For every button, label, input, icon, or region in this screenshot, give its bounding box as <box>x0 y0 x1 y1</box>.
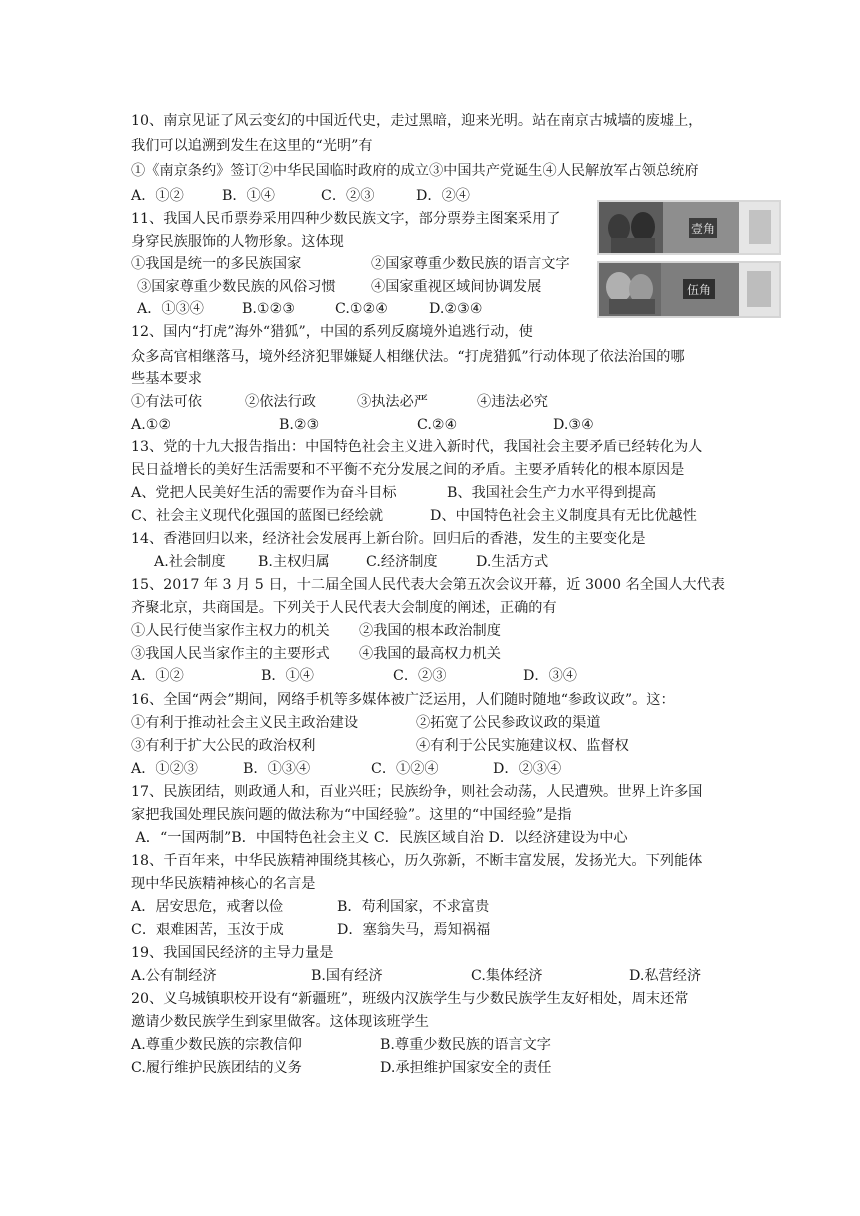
q12-option-c: C.②④ <box>417 417 458 433</box>
q15-option-d: D．③④ <box>523 668 577 684</box>
q14-option-d: D.生活方式 <box>476 554 549 570</box>
q16-item-2: ②拓宽了公民参政议政的渠道 <box>416 715 601 731</box>
q18-option-a: A．居安思危，戒奢以俭 <box>131 899 284 915</box>
banknote-label-one: 壹角 <box>690 222 716 236</box>
q15-stem-line-1: 15、2017 年 3 月 5 日，十二届全国人民代表大会第五次会议开幕，近 3000 名全国人大代表 <box>131 577 725 593</box>
banknote-label-five: 伍角 <box>686 283 712 297</box>
q14-option-b: B.主权归属 <box>258 554 330 570</box>
q20-option-d: D.承担维护国家安全的责任 <box>380 1060 552 1076</box>
q13-options-row-1 <box>131 483 721 503</box>
q16-option-c: C．①②④ <box>371 761 439 777</box>
q16-item-3: ③有利于扩大公民的政治权利 <box>131 738 316 754</box>
q15-option-a: A．①② <box>131 668 184 684</box>
q10-options <box>131 186 591 206</box>
q16-option-d: D．②③④ <box>493 761 562 777</box>
q16-item-1: ①有利于推动社会主义民主政治建设 <box>131 715 359 731</box>
q12-stem-line-1: 12、国内“打虎”海外“猎狐”，中国的系列反腐境外追逃行动，使 <box>131 324 533 340</box>
q18-stem-line-2: 现中华民族精神核心的名言是 <box>131 876 316 892</box>
q20-stem-line-2: 邀请少数民族学生到家里做客。这体现该班学生 <box>131 1014 429 1030</box>
q19-option-a: A.公有制经济 <box>131 968 217 984</box>
q10-option-c: C．②③ <box>321 188 375 204</box>
q11-stem-line-2: 身穿民族服饰的人物形象。这体现 <box>131 234 344 250</box>
q12-item-1: ①有法可依 <box>131 394 202 410</box>
q17-stem-line-1: 17、民族团结，则政通人和，百业兴旺；民族纷争，则社会动荡，人民遭殃。世界上许多国 <box>131 784 703 800</box>
q12-item-2: ②依法行政 <box>245 394 316 410</box>
q11-item-1: ①我国是统一的多民族国家 <box>131 256 302 272</box>
q18-option-c: C．艰难困苦，玉汝于成 <box>131 922 284 938</box>
q13-option-c: C、社会主义现代化强国的蓝图已经绘就 <box>131 508 384 524</box>
q16-option-b: B．①③④ <box>243 761 311 777</box>
q12-stem-line-2: 众多高官相继落马，境外经济犯罪嫌疑人相继伏法。“打虎猎狐”行动体现了依法治国的哪 <box>131 349 685 365</box>
q11-option-b: B.①②③ <box>242 301 296 317</box>
q12-option-a: A.①② <box>131 417 172 433</box>
q11-item-2: ②国家尊重少数民族的语言文字 <box>371 256 570 272</box>
q19-option-d: D.私营经济 <box>629 968 702 984</box>
q15-item-3: ③我国人民当家作主的主要形式 <box>131 646 330 662</box>
q11-option-d: D.②③④ <box>429 301 483 317</box>
q19-option-b: B.国有经济 <box>311 968 383 984</box>
q13-option-b: B、我国社会生产力水平得到提高 <box>447 485 657 501</box>
banknote-one-jiao <box>597 200 781 255</box>
q15-stem-line-2: 齐聚北京，共商国是。下列关于人民代表大会制度的阐述，正确的有 <box>131 600 557 616</box>
q16-item-4: ④有利于公民实施建议权、监督权 <box>416 738 629 754</box>
q15-item-4: ④我国的最高权力机关 <box>359 646 501 662</box>
q12-option-d: D.③④ <box>553 417 594 433</box>
q15-options <box>131 666 591 686</box>
q13-options-row-2 <box>131 506 721 526</box>
q19-stem: 19、我国国民经济的主导力量是 <box>131 945 334 961</box>
q10-stem-line-1: 10、南京见证了风云变幻的中国近代史，走过黑暗，迎来光明。站在南京古城墙的废墟上， <box>131 113 703 129</box>
q20-options-row-2 <box>131 1058 691 1078</box>
q11-option-a: A．①③④ <box>137 301 204 317</box>
q11-item-3: ③国家尊重少数民族的风俗习惯 <box>137 279 336 295</box>
q15-items-row-1 <box>131 621 591 641</box>
q12-options <box>131 415 594 435</box>
q10-stem-line-2: 我们可以追溯到发生在这里的“光明”有 <box>131 138 373 154</box>
q16-option-a: A．①②③ <box>131 761 198 777</box>
q17-stem-line-2: 家把我国处理民族问题的做法称为“中国经验”。这里的“中国经验”是指 <box>131 807 572 823</box>
q16-stem: 16、全国“两会”期间，网络手机等多媒体被广泛运用，人们随时随地“参政议政”。这： <box>131 692 675 708</box>
q20-option-c: C.履行维护民族团结的义务 <box>131 1060 302 1076</box>
q13-option-d: D、中国特色社会主义制度具有无比优越性 <box>430 508 697 524</box>
q11-items-row-1 <box>131 254 601 274</box>
q13-stem-line-1: 13、党的十九大报告指出：中国特色社会主义进入新时代，我国社会主要矛盾已经转化为人 <box>131 439 703 455</box>
q15-item-1: ①人民行使当家作主权力的机关 <box>131 623 330 639</box>
q15-option-b: B．①④ <box>261 668 314 684</box>
q11-item-4: ④国家重视区域间协调发展 <box>371 279 542 295</box>
q18-options-row-1 <box>131 897 591 917</box>
banknote-five-jiao <box>597 261 781 318</box>
q14-options <box>154 552 614 572</box>
q12-stem-line-3: 些基本要求 <box>131 371 202 387</box>
q12-item-3: ③执法必严 <box>357 394 428 410</box>
q13-stem-line-2: 民日益增长的美好生活需要和不平衡不充分发展之间的矛盾。主要矛盾转化的根本原因是 <box>131 462 685 478</box>
q16-items-row-1 <box>131 713 691 733</box>
q14-option-c: C.经济制度 <box>366 554 438 570</box>
q20-options-row-1 <box>131 1035 691 1055</box>
q13-option-a: A、党把人民美好生活的需要作为奋斗目标 <box>131 485 397 501</box>
q12-item-4: ④违法必究 <box>477 394 548 410</box>
q12-items <box>131 392 591 412</box>
q18-stem-line-1: 18、千百年来，中华民族精神围绕其核心，历久弥新，不断丰富发展，发扬光大。下列能体 <box>131 853 703 869</box>
q20-stem-line-1: 20、义乌城镇职校开设有“新疆班”，班级内汉族学生与少数民族学生友好相处，周末还常 <box>131 991 689 1007</box>
q16-items-row-2 <box>131 736 691 756</box>
q12-option-b: B.②③ <box>279 417 320 433</box>
q19-option-c: C.集体经济 <box>471 968 543 984</box>
q15-items-row-2 <box>131 644 591 664</box>
q15-item-2: ②我国的根本政治制度 <box>359 623 501 639</box>
q18-option-d: D．塞翁失马，焉知祸福 <box>337 922 491 938</box>
q18-options-row-2 <box>131 920 591 940</box>
q20-option-b: B.尊重少数民族的语言文字 <box>380 1037 551 1053</box>
q20-option-a: A.尊重少数民族的宗教信仰 <box>131 1037 302 1053</box>
q17-options: A．“一国两制”B．中国特色社会主义 C．民族区域自治 D．以经济建设为中心 <box>131 830 628 846</box>
q10-option-a: A．①② <box>131 188 184 204</box>
q15-option-c: C．②③ <box>393 668 447 684</box>
q10-option-d: D．②④ <box>416 188 470 204</box>
q11-options <box>137 299 597 319</box>
q11-items-row-2 <box>137 277 597 297</box>
q14-stem: 14、香港回归以来，经济社会发展再上新台阶。回归后的香港，发生的主要变化是 <box>131 531 646 547</box>
q11-option-c: C.①②④ <box>335 301 389 317</box>
q18-option-b: B．苟利国家，不求富贵 <box>337 899 490 915</box>
q19-options <box>131 966 731 986</box>
q11-stem-line-1: 11、我国人民币票券采用四种少数民族文字，部分票券主图案采用了 <box>131 211 561 227</box>
q10-option-b: B．①④ <box>222 188 275 204</box>
q16-options <box>131 759 591 779</box>
q10-items: ①《南京条约》签订②中华民国临时政府的成立③中国共产党诞生④人民解放军占领总统府 <box>131 163 699 179</box>
banknote-images <box>597 200 781 318</box>
q14-option-a: A.社会制度 <box>154 554 226 570</box>
